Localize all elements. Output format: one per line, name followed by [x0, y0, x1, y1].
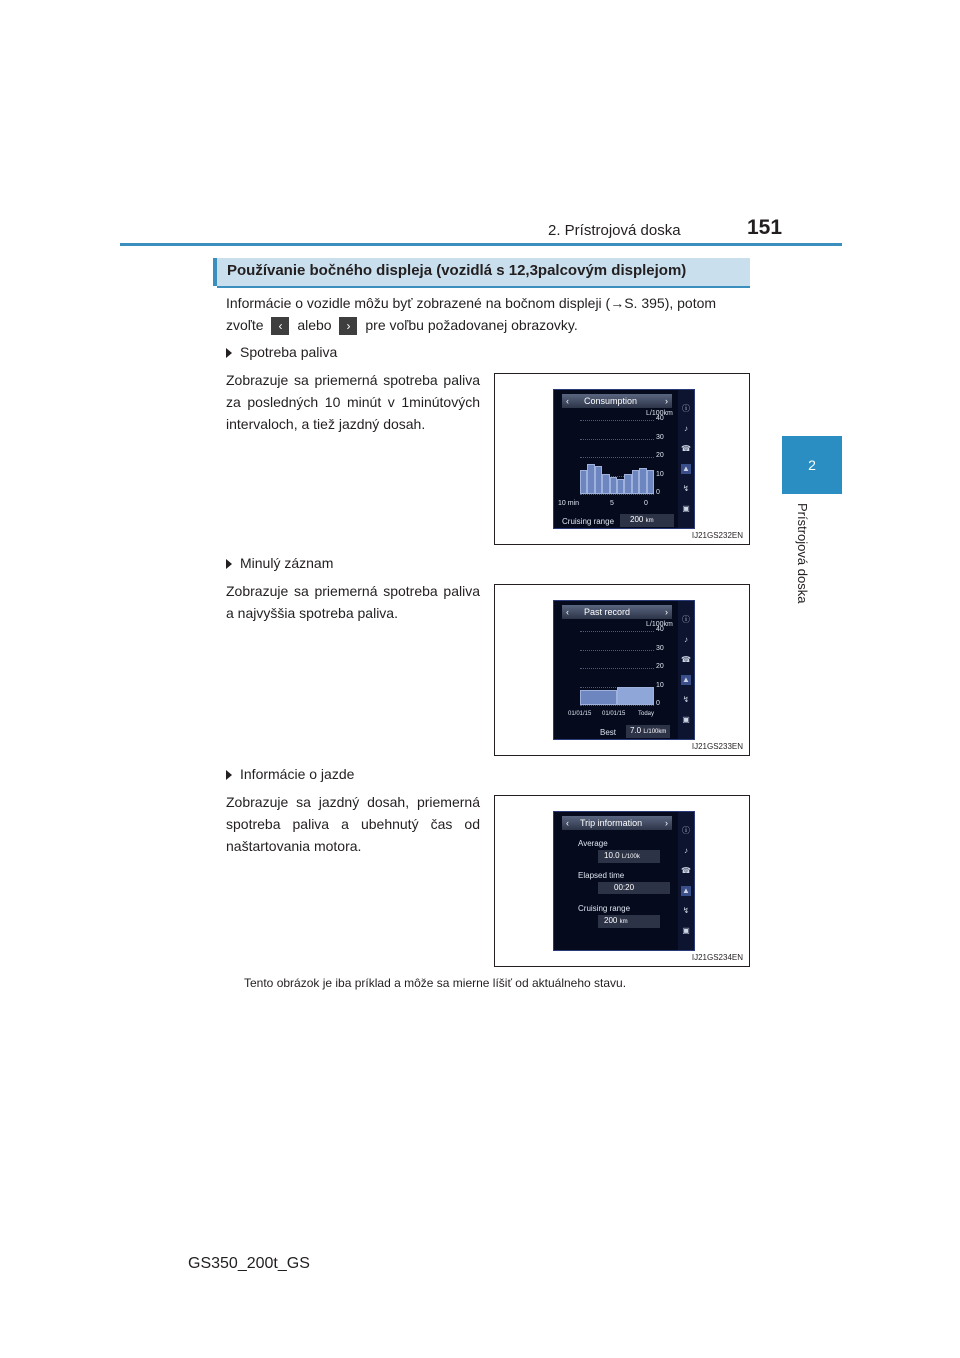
image-id: IJ21GS234EN	[691, 953, 743, 962]
screen-rail	[678, 390, 694, 528]
x-label-mid: 01/01/15	[602, 711, 626, 717]
vehicle-icon: ▲	[682, 886, 690, 895]
chapter-tab	[782, 436, 842, 494]
grid-line	[580, 494, 654, 495]
trip-row-label: Cruising range	[578, 904, 631, 913]
section-title-text: Používanie bočného displeja (vozidlá s 12,3palcovým displejom)	[227, 262, 687, 279]
grid-line	[580, 457, 654, 458]
item-1-text: Zobrazuje sa priemerná spotreba paliva za posledných 10 minút v 1minútových intervaloch, a tiež jazdný dosah.	[226, 372, 480, 432]
screen-title: Trip information	[580, 818, 643, 828]
item-2-text: Zobrazuje sa priemerná spotreba paliva a najvyššia spotreba paliva.	[226, 583, 480, 621]
chevron-left-icon: ‹	[566, 607, 569, 617]
screen-title: Past record	[584, 607, 631, 617]
route-icon: ↯	[682, 695, 690, 704]
consumption-screen	[553, 389, 695, 529]
item-3-text: Zobrazuje sa jazdný dosah, priemerná spotreba paliva a ubehnutý čas od naštartovania motora.	[226, 794, 480, 854]
unit-label: L/100km	[646, 410, 673, 417]
screen-rail	[678, 812, 694, 950]
chart-bar	[595, 466, 602, 494]
grid-line	[580, 705, 654, 706]
route-icon: ↯	[682, 906, 690, 915]
consumption-screenshot	[494, 373, 750, 545]
screen-titlebar	[562, 816, 672, 830]
chapter-number: 2	[808, 457, 816, 473]
chart-bar	[624, 474, 631, 494]
triangle-bullet-icon	[226, 770, 232, 780]
section-title	[213, 258, 750, 286]
chapter-label: Prístrojová doska	[795, 503, 810, 604]
trip-row-value: 10.0	[604, 851, 620, 860]
footer-unit: km	[645, 518, 654, 524]
chevron-right-icon: ›	[665, 607, 668, 617]
triangle-bullet-icon	[226, 559, 232, 569]
chevron-right-icon: ›	[665, 818, 668, 828]
screen-icon: ▣	[682, 504, 690, 513]
phone-icon: ☎	[681, 866, 691, 875]
unit-label: L/100km	[646, 621, 673, 628]
vehicle-icon: ▲	[682, 464, 690, 473]
trip-row-unit: L/100k	[621, 854, 640, 860]
chart-bar	[632, 470, 639, 494]
info-icon: ⓘ	[682, 615, 690, 624]
chart-bar	[639, 468, 646, 494]
page-number: 151	[747, 216, 783, 239]
trip-row-label: Elapsed time	[578, 871, 625, 880]
y-tick-label: 40	[656, 415, 664, 422]
footer-value: 7.0	[630, 726, 642, 735]
screen-titlebar	[562, 394, 672, 408]
item-3-heading	[226, 763, 354, 785]
x-label-end: Today	[638, 711, 655, 717]
y-tick-label: 40	[656, 626, 664, 633]
chart-bar	[587, 464, 594, 494]
chevron-right-icon: ›	[339, 317, 357, 335]
grid-line	[580, 650, 654, 651]
trip-information-screen	[553, 811, 695, 951]
chart-bar	[610, 477, 617, 494]
past-record-screenshot	[494, 584, 750, 756]
y-tick-label: 0	[656, 700, 660, 707]
trip-row-value-pill	[598, 915, 660, 928]
chart-bar	[580, 470, 587, 494]
y-tick-label: 10	[656, 470, 664, 478]
chart-bar	[617, 687, 654, 706]
footer-value-pill	[626, 725, 670, 738]
music-icon: ♪	[684, 424, 688, 433]
y-tick-label: 30	[656, 644, 664, 652]
music-icon: ♪	[684, 846, 688, 855]
x-label-start: 01/01/15	[568, 711, 592, 717]
item-1-bullet: Spotreba paliva	[240, 344, 338, 360]
item-2-heading	[226, 552, 333, 574]
y-tick-label: 20	[656, 452, 664, 459]
footer-model: GS350_200t_GS	[188, 1255, 310, 1272]
intro-zvolte: zvoľte	[226, 317, 264, 333]
trip-information-screenshot	[494, 795, 750, 967]
y-tick-label: 30	[656, 433, 664, 441]
screen-icon: ▣	[682, 715, 690, 724]
screen-icon: ▣	[682, 926, 690, 935]
chevron-left-icon: ‹	[566, 396, 569, 406]
route-icon: ↯	[682, 484, 690, 493]
section-underline	[217, 286, 750, 288]
chevron-left-icon: ‹	[566, 818, 569, 828]
screen-title: Consumption	[584, 396, 638, 406]
header-section: 2. Prístrojová doska	[548, 222, 681, 239]
phone-icon: ☎	[681, 444, 691, 453]
footer-label: Best	[600, 728, 617, 737]
grid-line	[580, 420, 654, 421]
screen-titlebar	[562, 605, 672, 619]
x-label-start: 10 min	[558, 500, 580, 507]
y-tick-label: 20	[656, 663, 664, 670]
y-tick-label: 10	[656, 681, 664, 689]
trip-row-unit: km	[619, 919, 628, 925]
intro-line-1: Informácie o vozidle môžu byť zobrazené na bočnom displeji (→S. 395), potom	[226, 295, 717, 311]
chevron-right-icon: ›	[665, 396, 668, 406]
y-tick-label: 0	[656, 489, 660, 496]
item-1-heading	[226, 341, 337, 363]
past-record-screen	[553, 600, 695, 740]
music-icon: ♪	[684, 635, 688, 644]
intro-rest: pre voľbu požadovanej obrazovky.	[365, 317, 578, 333]
chevron-left-icon: ‹	[271, 317, 289, 335]
image-id: IJ21GS233EN	[691, 742, 743, 751]
x-label-end: 0	[644, 500, 648, 507]
info-icon: ⓘ	[682, 404, 690, 413]
intro-alebo: alebo	[297, 317, 332, 333]
trip-row-value-pill	[598, 882, 670, 894]
image-note: Tento obrázok je iba príklad a môže sa mierne líšiť od aktuálneho stavu.	[244, 976, 627, 990]
header-rule	[120, 243, 842, 246]
footer-label: Cruising range	[562, 517, 615, 526]
footer-value-pill	[620, 514, 674, 527]
triangle-bullet-icon	[226, 348, 232, 358]
trip-row-value: 00:20	[614, 883, 635, 892]
trip-row-label: Average	[578, 839, 608, 848]
trip-row-value: 200	[604, 916, 618, 925]
grid-line	[580, 631, 654, 632]
intro-paragraph	[226, 292, 750, 336]
trip-row-value-pill	[598, 850, 660, 863]
intro-line-2	[226, 314, 750, 336]
grid-line	[580, 668, 654, 669]
chart-bar	[580, 690, 617, 705]
chart-bar	[602, 474, 609, 494]
image-id: IJ21GS232EN	[691, 531, 743, 540]
info-icon: ⓘ	[682, 826, 690, 835]
grid-line	[580, 439, 654, 440]
chart-bar	[647, 470, 654, 494]
screen-rail	[678, 601, 694, 739]
vehicle-icon: ▲	[682, 675, 690, 684]
item-2-bullet: Minulý záznam	[240, 555, 334, 571]
item-3-bullet: Informácie o jazde	[240, 766, 355, 782]
footer-unit: L/100km	[643, 729, 667, 735]
chart-bar	[617, 479, 624, 494]
x-label-mid: 5	[610, 500, 614, 507]
phone-icon: ☎	[681, 655, 691, 664]
footer-value: 200	[630, 515, 644, 524]
